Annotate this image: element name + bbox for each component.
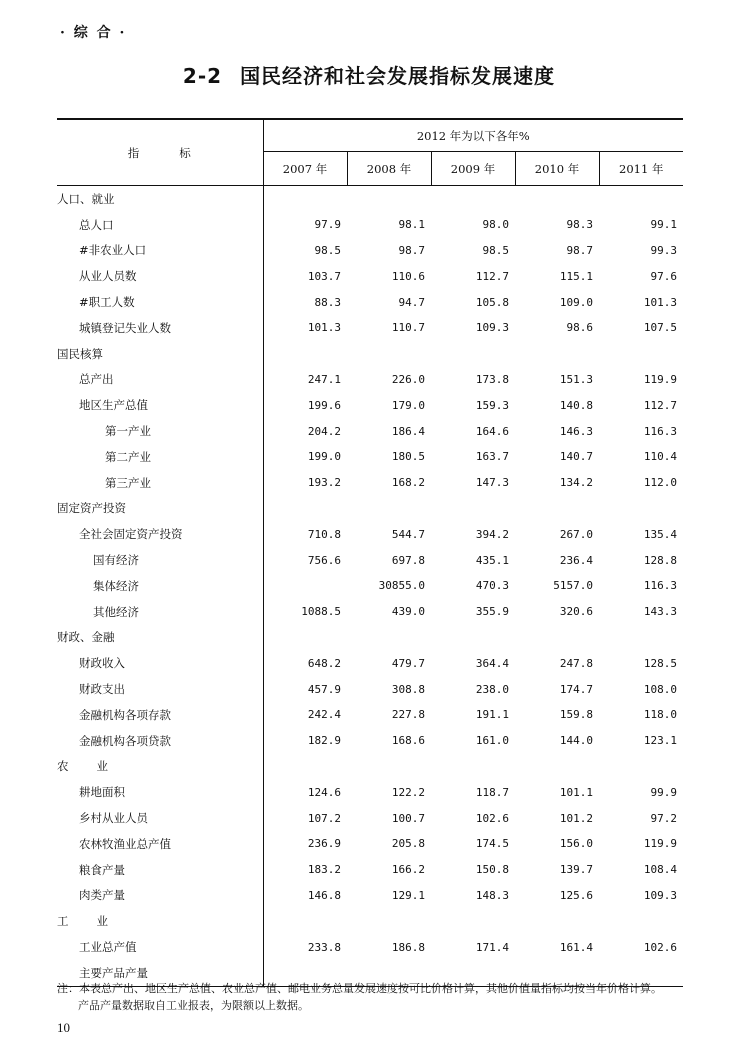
row-label [57, 367, 263, 393]
value-cell: 129.1 [391, 888, 425, 902]
value-cell: 151.3 [559, 372, 593, 386]
value-cell: 147.3 [475, 476, 509, 490]
row-label-text: 第一产业 [105, 424, 151, 439]
value-cell: 98.3 [566, 218, 593, 232]
value-cell: 174.7 [559, 682, 593, 696]
value-cell: 204.2 [307, 424, 341, 438]
value-cell: 107.2 [307, 811, 341, 825]
value-cell: 168.2 [391, 476, 425, 490]
value-cell: 101.2 [559, 811, 593, 825]
category-row [57, 754, 683, 780]
row-label-text: 金融机构各项贷款 [79, 733, 171, 748]
value-cell: 247.8 [559, 656, 593, 670]
row-label [57, 547, 263, 573]
value-cell: 101.3 [307, 321, 341, 335]
row-label-text: 地区生产总值 [79, 398, 148, 413]
value-cell: 146.8 [307, 888, 341, 902]
row-label-text: 财政支出 [79, 682, 125, 697]
value-cell: 119.9 [643, 372, 678, 386]
row-label [57, 857, 263, 883]
value-cell: 238.0 [475, 682, 509, 696]
row-label [57, 573, 263, 599]
row-label [57, 341, 263, 367]
table-row [57, 547, 683, 573]
value-cell [431, 625, 515, 651]
table-row [57, 315, 683, 341]
value-cell: 227.8 [391, 708, 425, 722]
table-row [57, 883, 683, 909]
row-label-text: 金融机构各项存款 [79, 707, 171, 722]
value-cell: 105.8 [475, 295, 509, 309]
value-cell: 100.7 [391, 811, 425, 825]
value-cell: 247.1 [307, 372, 341, 386]
row-label [57, 883, 263, 909]
row-label [57, 315, 263, 341]
value-cell [599, 625, 683, 651]
table-title [0, 60, 738, 89]
category-row [57, 625, 683, 651]
value-cell [515, 186, 599, 212]
value-cell: 30855.0 [378, 579, 425, 593]
value-cell: 124.6 [307, 785, 341, 799]
row-label-text: 财政收入 [79, 656, 125, 671]
footnote-line-2: 产品产量数据取自工业报表，为限额以上数据。 [78, 999, 309, 1012]
value-cell: 143.3 [643, 605, 678, 619]
table-row [57, 857, 683, 883]
row-label [57, 728, 263, 754]
row-label-text: 国民核算 [57, 346, 103, 361]
row-label-text: 其他经济 [93, 604, 139, 619]
value-cell [599, 496, 683, 522]
value-cell: 139.7 [559, 863, 593, 877]
value-cell: 226.0 [391, 372, 425, 386]
value-cell: 98.1 [398, 218, 425, 232]
row-label [57, 289, 263, 315]
value-cell [347, 625, 431, 651]
value-cell [347, 496, 431, 522]
value-cell: 435.1 [475, 553, 509, 567]
value-cell: 108.4 [643, 863, 678, 877]
row-label [57, 263, 263, 289]
row-label-text: #非农业人口 [79, 243, 147, 258]
value-cell [347, 754, 431, 780]
value-cell: 756.6 [307, 553, 341, 567]
value-cell: 161.0 [475, 734, 509, 748]
table-row [57, 650, 683, 676]
value-cell: 159.3 [475, 398, 509, 412]
value-cell: 186.4 [391, 424, 425, 438]
value-cell [263, 908, 347, 934]
category-row [57, 186, 683, 212]
value-cell: 479.7 [391, 656, 425, 670]
row-label [57, 779, 263, 805]
value-cell: 101.3 [643, 295, 678, 309]
table-title-text: 国民经济和社会发展指标发展速度 [240, 64, 556, 88]
value-cell: 97.6 [650, 269, 678, 283]
table-number: 2-2 [182, 64, 223, 88]
value-cell [431, 754, 515, 780]
value-cell [515, 496, 599, 522]
value-cell: 164.6 [475, 424, 509, 438]
value-cell: 191.1 [475, 708, 509, 722]
row-label [57, 418, 263, 444]
row-label-text: 第二产业 [105, 449, 151, 464]
value-cell: 128.8 [643, 553, 678, 567]
value-cell: 97.2 [650, 811, 678, 825]
value-cell: 166.2 [391, 863, 425, 877]
value-cell: 697.8 [391, 553, 425, 567]
value-cell: 94.7 [398, 295, 425, 309]
value-cell: 108.0 [643, 682, 678, 696]
year-header: 2009 年 [431, 152, 515, 186]
value-cell: 119.9 [643, 837, 678, 851]
value-cell [263, 754, 347, 780]
value-cell: 182.9 [307, 734, 341, 748]
value-cell: 205.8 [391, 837, 425, 851]
row-label [57, 496, 263, 522]
category-row [57, 908, 683, 934]
value-cell [431, 341, 515, 367]
row-label-text: 工业总产值 [79, 940, 137, 954]
value-cell [263, 341, 347, 367]
value-cell: 99.3 [650, 243, 678, 257]
value-cell: 146.3 [559, 424, 593, 438]
row-label [57, 625, 263, 651]
value-cell: 544.7 [391, 527, 425, 541]
value-cell [263, 496, 347, 522]
footnote [57, 980, 662, 1014]
value-cell: 122.2 [391, 785, 425, 799]
value-cell [347, 341, 431, 367]
table-row [57, 470, 683, 496]
value-cell [599, 341, 683, 367]
row-label-text: 固定资产投资 [57, 501, 126, 516]
value-cell: 109.3 [475, 321, 509, 335]
row-label-text: 农林牧渔业总产值 [79, 836, 171, 851]
value-cell: 110.6 [391, 269, 425, 283]
table-row [57, 392, 683, 418]
value-cell [515, 341, 599, 367]
value-cell [263, 186, 347, 212]
value-cell: 98.7 [566, 243, 593, 257]
value-cell [263, 573, 347, 599]
value-cell: 308.8 [391, 682, 425, 696]
value-cell [515, 625, 599, 651]
row-label [57, 908, 263, 934]
value-cell: 267.0 [559, 527, 593, 541]
table-row [57, 702, 683, 728]
indicator-table [57, 118, 683, 987]
value-cell: 128.5 [643, 656, 678, 670]
table-row [57, 934, 683, 960]
value-cell [515, 908, 599, 934]
footnote-line-1: 注：本表总产出、地区生产总值、农业总产值、邮电业务总量发展速度按可比价格计算，其他价值量指标均按当年价格计算。 [57, 982, 662, 995]
row-label [57, 392, 263, 418]
table-row [57, 212, 683, 238]
value-cell: 236.9 [307, 837, 341, 851]
value-cell [599, 908, 683, 934]
value-cell: 118.0 [643, 708, 678, 722]
value-cell: 102.6 [643, 940, 678, 954]
table-row [57, 444, 683, 470]
value-cell: 648.2 [307, 656, 341, 670]
row-label [57, 650, 263, 676]
value-cell [515, 754, 599, 780]
value-cell: 98.5 [482, 243, 509, 257]
row-label [57, 831, 263, 857]
value-cell: 355.9 [475, 605, 509, 619]
category-row [57, 341, 683, 367]
value-cell: 394.2 [475, 527, 509, 541]
value-cell: 98.5 [314, 243, 341, 257]
value-cell: 173.8 [475, 372, 509, 386]
value-cell: 710.8 [307, 527, 341, 541]
row-label-text: 总产出 [79, 372, 114, 387]
label-column-header: 指标 [57, 119, 263, 186]
value-cell: 174.5 [475, 837, 509, 851]
group-header: 2012 年为以下各年% [263, 119, 683, 152]
value-cell: 115.1 [559, 269, 593, 283]
row-label [57, 444, 263, 470]
row-label-text: 主要产品产量 [79, 965, 148, 980]
value-cell: 98.7 [398, 243, 425, 257]
value-cell: 116.3 [643, 579, 678, 593]
value-cell: 98.0 [482, 218, 509, 232]
value-cell: 123.1 [643, 734, 678, 748]
value-cell [263, 625, 347, 651]
value-cell: 140.8 [559, 398, 593, 412]
value-cell: 148.3 [475, 888, 509, 902]
year-header: 2011 年 [599, 152, 683, 186]
value-cell: 112.0 [643, 476, 678, 490]
value-cell: 116.3 [643, 424, 678, 438]
value-cell: 88.3 [314, 295, 341, 309]
value-cell: 183.2 [307, 863, 341, 877]
row-label [57, 599, 263, 625]
value-cell: 112.7 [475, 269, 509, 283]
row-label-text: 耕地面积 [79, 785, 125, 800]
value-cell: 101.1 [559, 785, 593, 799]
table-row [57, 418, 683, 444]
row-label [57, 934, 263, 960]
row-label-text: #职工人数 [79, 295, 135, 310]
page-number: 10 [57, 1020, 70, 1035]
value-cell: 168.6 [391, 734, 425, 748]
value-cell [599, 186, 683, 212]
table-row [57, 779, 683, 805]
value-cell: 99.9 [650, 785, 678, 799]
row-label [57, 470, 263, 496]
value-cell: 186.8 [391, 940, 425, 954]
row-label-text: 工业 [57, 914, 136, 929]
table-row [57, 728, 683, 754]
row-label-text: 乡村从业人员 [79, 811, 148, 826]
row-label-text: 肉类产量 [79, 888, 125, 903]
table-row [57, 599, 683, 625]
value-cell: 156.0 [559, 837, 593, 851]
value-cell: 107.5 [643, 321, 678, 335]
value-cell: 98.6 [566, 321, 593, 335]
table-row [57, 367, 683, 393]
row-label [57, 212, 263, 238]
table-row [57, 289, 683, 315]
row-label-text: 国有经济 [93, 553, 139, 568]
row-label [57, 521, 263, 547]
value-cell: 99.1 [650, 218, 678, 232]
value-cell: 320.6 [559, 605, 593, 619]
row-label-text: 从业人员数 [79, 269, 137, 284]
value-cell [599, 754, 683, 780]
value-cell: 5157.0 [553, 579, 593, 593]
table-row [57, 238, 683, 264]
value-cell: 199.6 [307, 398, 341, 412]
value-cell: 171.4 [475, 940, 509, 954]
value-cell [431, 908, 515, 934]
value-cell: 109.3 [643, 888, 678, 902]
value-cell [347, 186, 431, 212]
value-cell: 112.7 [643, 398, 678, 412]
value-cell: 134.2 [559, 476, 593, 490]
table-row [57, 676, 683, 702]
row-label-text: 第三产业 [105, 475, 151, 490]
value-cell: 193.2 [307, 476, 341, 490]
row-label-text: 集体经济 [93, 578, 139, 593]
value-cell: 97.9 [314, 218, 341, 232]
value-cell: 109.0 [559, 295, 593, 309]
category-row [57, 496, 683, 522]
row-label-text: 财政、金融 [57, 630, 115, 645]
table-row [57, 805, 683, 831]
year-header: 2010 年 [515, 152, 599, 186]
value-cell: 236.4 [559, 553, 593, 567]
value-cell: 110.4 [643, 450, 678, 464]
value-cell: 118.7 [475, 785, 509, 799]
table-row [57, 573, 683, 599]
table-row [57, 521, 683, 547]
row-label [57, 754, 263, 780]
value-cell: 1088.5 [301, 605, 341, 619]
value-cell [347, 908, 431, 934]
value-cell: 364.4 [475, 656, 509, 670]
row-label [57, 702, 263, 728]
value-cell: 125.6 [559, 888, 593, 902]
table-body [57, 186, 683, 987]
value-cell: 470.3 [475, 579, 509, 593]
value-cell: 199.0 [307, 450, 341, 464]
row-label [57, 186, 263, 212]
value-cell: 102.6 [475, 811, 509, 825]
value-cell: 439.0 [391, 605, 425, 619]
section-tag: · 综 合 · [60, 25, 127, 41]
row-label [57, 676, 263, 702]
row-label-text: 粮食产量 [79, 862, 125, 877]
value-cell: 179.0 [391, 398, 425, 412]
row-label-text: 全社会固定资产投资 [79, 527, 183, 542]
value-cell: 233.8 [307, 940, 341, 954]
value-cell: 457.9 [307, 682, 341, 696]
value-cell: 135.4 [643, 527, 678, 541]
row-label [57, 238, 263, 264]
year-header: 2007 年 [282, 161, 328, 176]
row-label-text: 总人口 [79, 217, 114, 232]
value-cell: 180.5 [391, 450, 425, 464]
value-cell: 159.8 [559, 708, 593, 722]
value-cell [431, 496, 515, 522]
value-cell: 242.4 [307, 708, 341, 722]
value-cell: 140.7 [559, 450, 593, 464]
value-cell: 163.7 [475, 450, 509, 464]
value-cell: 150.8 [475, 863, 509, 877]
year-header: 2008 年 [347, 152, 431, 186]
row-label-text: 城镇登记失业人数 [79, 320, 171, 335]
value-cell [431, 186, 515, 212]
row-label [57, 805, 263, 831]
table-row [57, 831, 683, 857]
value-cell: 144.0 [559, 734, 593, 748]
value-cell: 103.7 [307, 269, 341, 283]
value-cell: 110.7 [391, 321, 425, 335]
table-row [57, 263, 683, 289]
row-label-text: 人口、就业 [57, 191, 115, 206]
value-cell: 161.4 [559, 940, 593, 954]
row-label-text: 农业 [57, 759, 136, 774]
